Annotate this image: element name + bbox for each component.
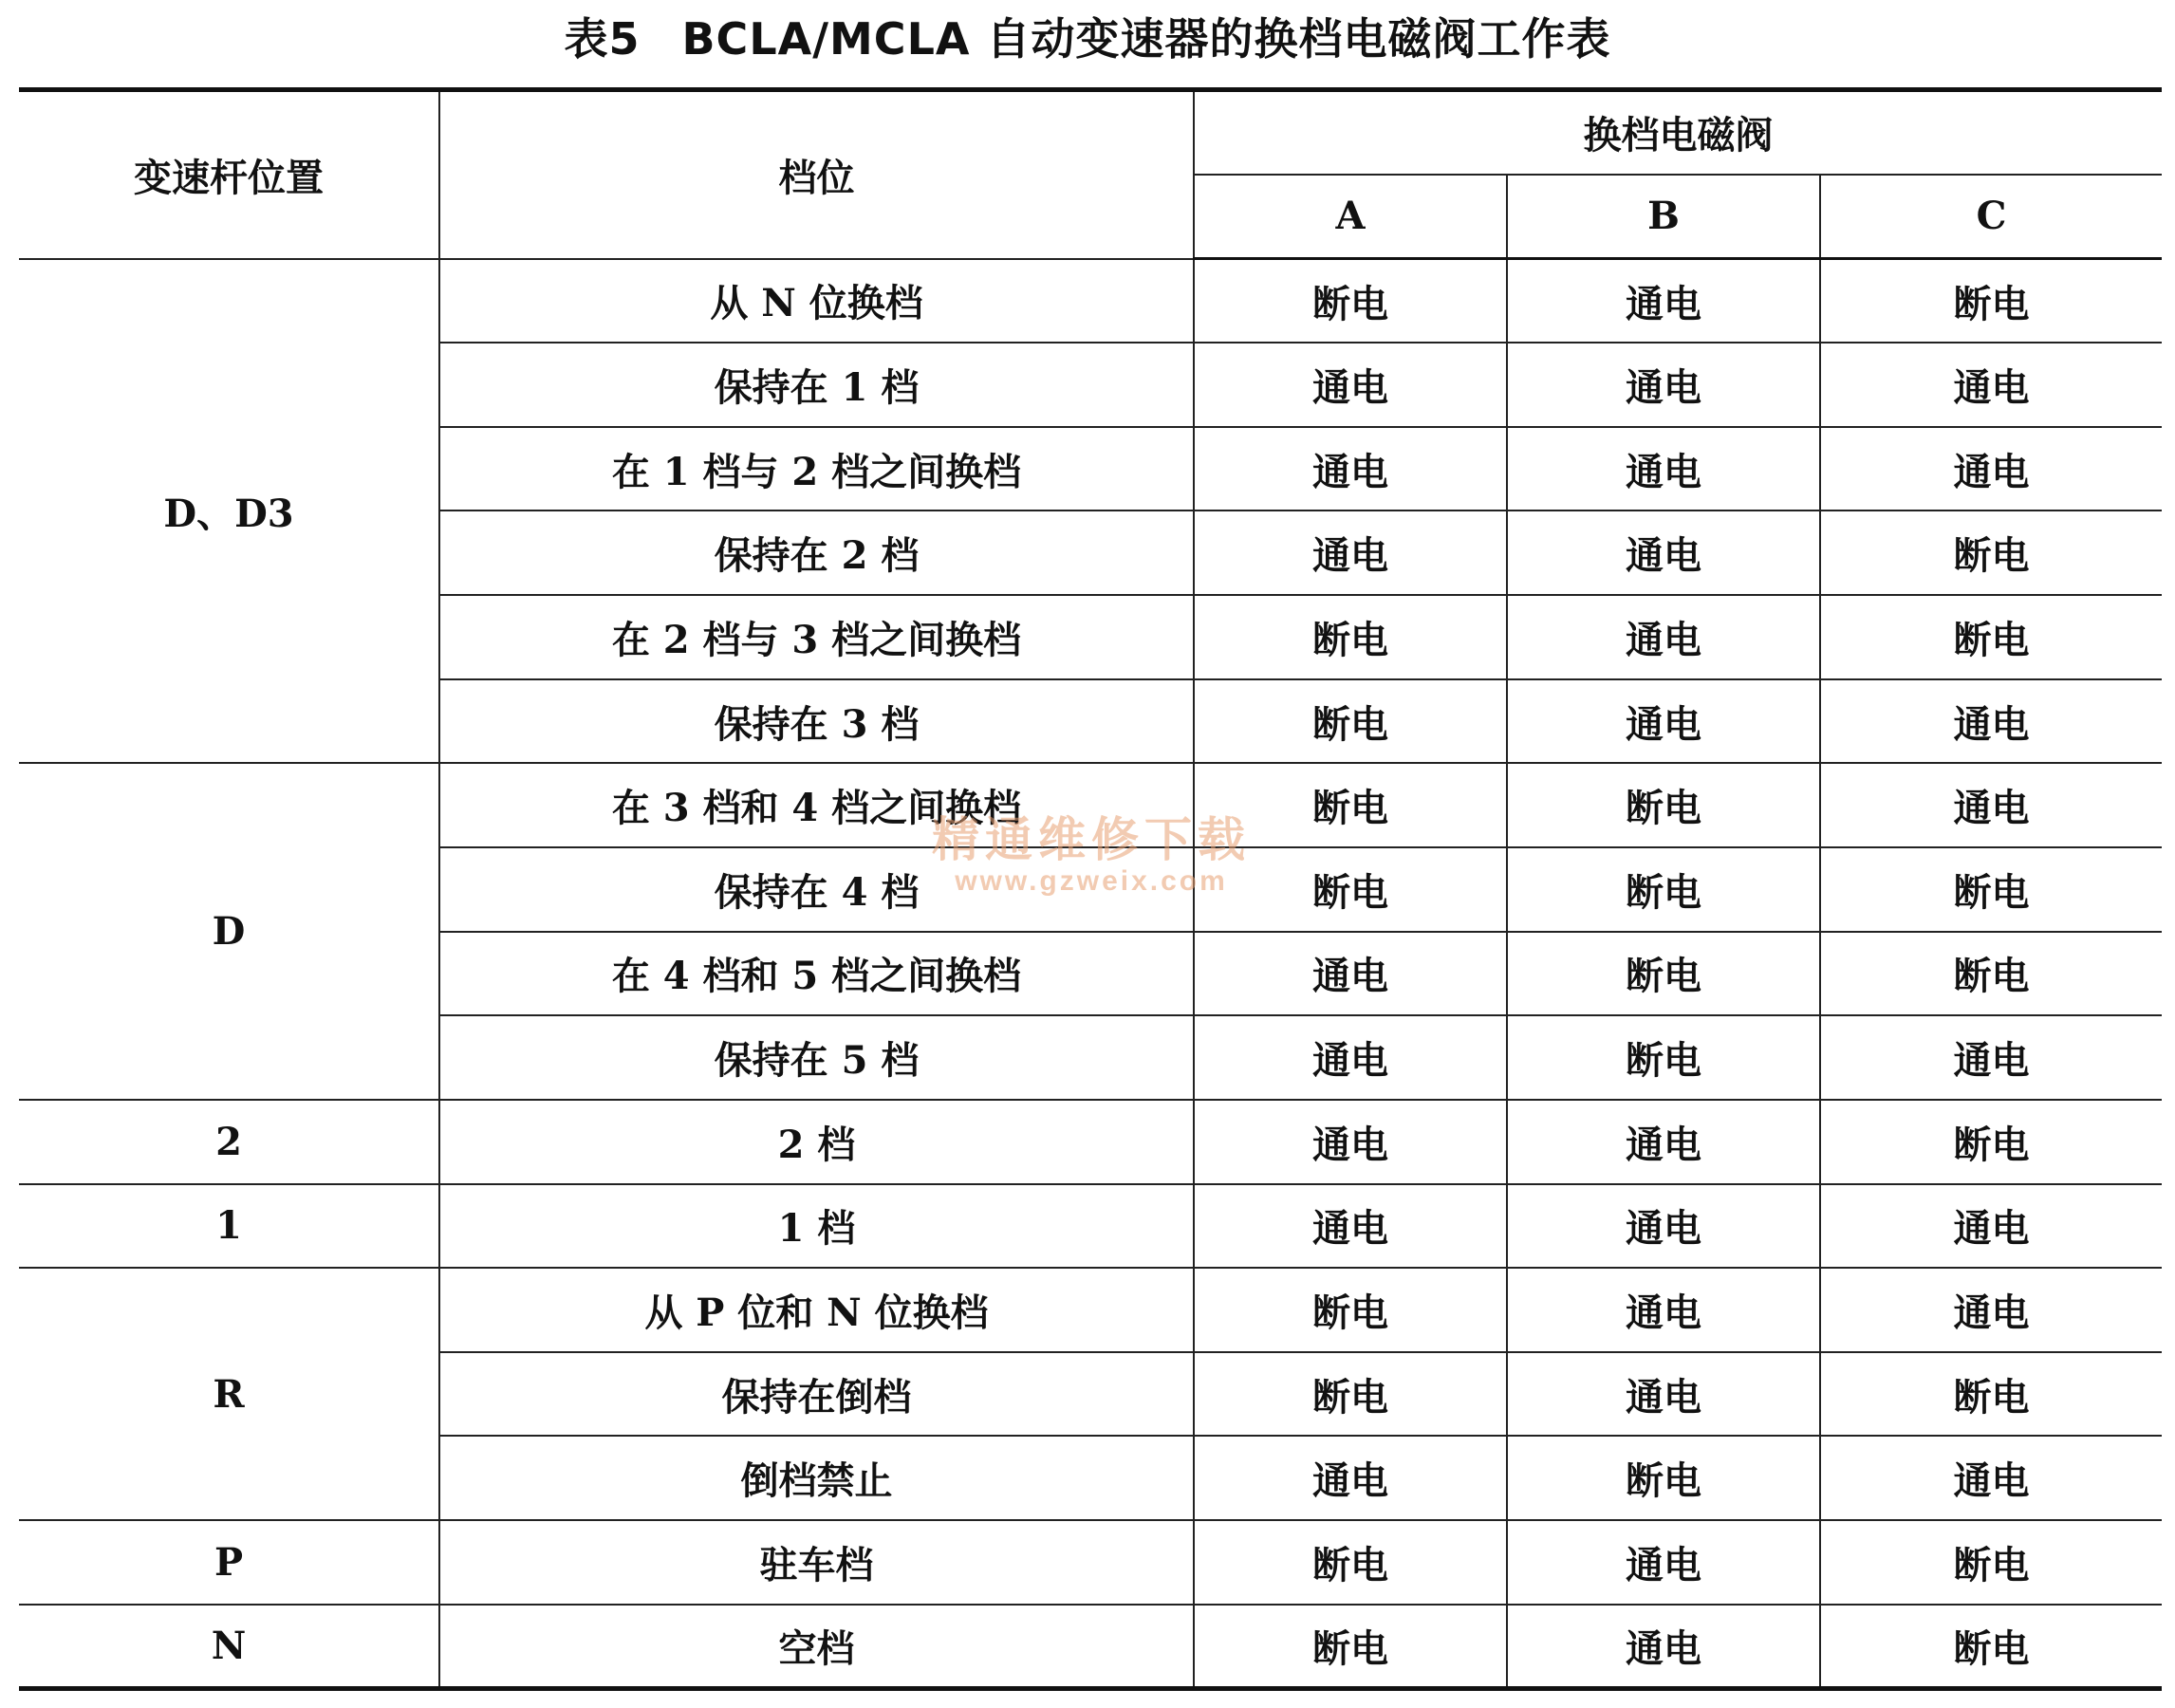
solenoid-b-cell: 通电 xyxy=(1507,259,1820,343)
header-lever-position: 变速杆位置 xyxy=(19,90,439,259)
solenoid-c-cell: 通电 xyxy=(1820,1184,2162,1269)
solenoid-c-cell: 断电 xyxy=(1820,1100,2162,1184)
lever-position-cell: D xyxy=(19,763,439,1100)
gear-cell: 在 1 档与 2 档之间换档 xyxy=(439,427,1194,511)
solenoid-b-cell: 通电 xyxy=(1507,595,1820,679)
gear-cell: 从 N 位换档 xyxy=(439,259,1194,343)
table-row xyxy=(19,1100,2162,1184)
solenoid-a-cell: 通电 xyxy=(1194,343,1507,427)
watermark-url: www.gzweix.com xyxy=(955,865,1228,897)
solenoid-b-cell: 断电 xyxy=(1507,847,1820,932)
lever-position-cell: P xyxy=(19,1520,439,1605)
gear-cell: 保持在 3 档 xyxy=(439,679,1194,764)
gear-cell: 1 档 xyxy=(439,1184,1194,1269)
solenoid-b-cell: 通电 xyxy=(1507,1268,1820,1352)
solenoid-c-cell: 断电 xyxy=(1820,511,2162,595)
solenoid-c-cell: 断电 xyxy=(1820,259,2162,343)
table-row xyxy=(19,763,2162,847)
header-shift-solenoid: 换档电磁阀 xyxy=(1194,90,2162,175)
solenoid-a-cell: 断电 xyxy=(1194,595,1507,679)
solenoid-a-cell: 通电 xyxy=(1194,932,1507,1016)
table-caption xyxy=(0,6,2175,72)
solenoid-b-cell: 通电 xyxy=(1507,343,1820,427)
gear-cell: 倒档禁止 xyxy=(439,1436,1194,1520)
gear-cell: 保持在 2 档 xyxy=(439,511,1194,595)
solenoid-a-cell: 通电 xyxy=(1194,1184,1507,1269)
gear-cell: 保持在倒档 xyxy=(439,1352,1194,1437)
solenoid-b-cell: 通电 xyxy=(1507,1520,1820,1605)
gear-cell: 从 P 位和 N 位换档 xyxy=(439,1268,1194,1352)
solenoid-a-cell: 断电 xyxy=(1194,763,1507,847)
solenoid-b-cell: 通电 xyxy=(1507,1184,1820,1269)
solenoid-b-cell: 通电 xyxy=(1507,679,1820,764)
solenoid-c-cell: 通电 xyxy=(1820,343,2162,427)
table-row xyxy=(19,259,2162,343)
table-row xyxy=(19,1605,2162,1689)
solenoid-a-cell: 断电 xyxy=(1194,1605,1507,1689)
solenoid-c-cell: 断电 xyxy=(1820,1520,2162,1605)
gear-cell: 驻车档 xyxy=(439,1520,1194,1605)
lever-position-cell: 2 xyxy=(19,1100,439,1184)
solenoid-a-cell: 通电 xyxy=(1194,1436,1507,1520)
solenoid-c-cell: 通电 xyxy=(1820,679,2162,764)
solenoid-c-cell: 通电 xyxy=(1820,763,2162,847)
table-row xyxy=(19,1520,2162,1605)
solenoid-b-cell: 通电 xyxy=(1507,427,1820,511)
solenoid-b-cell: 断电 xyxy=(1507,1015,1820,1100)
solenoid-a-cell: 断电 xyxy=(1194,1520,1507,1605)
solenoid-b-cell: 通电 xyxy=(1507,1605,1820,1689)
gear-cell: 空档 xyxy=(439,1605,1194,1689)
solenoid-b-cell: 通电 xyxy=(1507,511,1820,595)
watermark-text: 精通维修下载 xyxy=(932,812,1251,867)
solenoid-b-cell: 通电 xyxy=(1507,1352,1820,1437)
header-solenoid-a: A xyxy=(1194,175,1507,259)
gear-cell: 2 档 xyxy=(439,1100,1194,1184)
solenoid-a-cell: 通电 xyxy=(1194,511,1507,595)
header-solenoid-b: B xyxy=(1507,175,1820,259)
solenoid-c-cell: 断电 xyxy=(1820,595,2162,679)
solenoid-a-cell: 断电 xyxy=(1194,679,1507,764)
solenoid-c-cell: 断电 xyxy=(1820,1605,2162,1689)
solenoid-b-cell: 断电 xyxy=(1507,763,1820,847)
table-title: BCLA/MCLA 自动变速器的换档电磁阀工作表 xyxy=(681,13,1611,65)
solenoid-b-cell: 断电 xyxy=(1507,1436,1820,1520)
lever-position-cell: 1 xyxy=(19,1184,439,1269)
lever-position-cell: N xyxy=(19,1605,439,1689)
solenoid-a-cell: 断电 xyxy=(1194,847,1507,932)
header-gear: 档位 xyxy=(439,90,1194,259)
lever-position-cell: D、D3 xyxy=(19,259,439,764)
gear-cell: 在 2 档与 3 档之间换档 xyxy=(439,595,1194,679)
table-header xyxy=(19,90,2162,259)
lever-position-cell: R xyxy=(19,1268,439,1520)
header-solenoid-c: C xyxy=(1820,175,2162,259)
solenoid-c-cell: 断电 xyxy=(1820,1352,2162,1437)
gear-cell: 在 3 档和 4 档之间换档 xyxy=(439,763,1194,847)
solenoid-c-cell: 通电 xyxy=(1820,1015,2162,1100)
solenoid-c-cell: 通电 xyxy=(1820,1436,2162,1520)
solenoid-c-cell: 通电 xyxy=(1820,427,2162,511)
solenoid-table xyxy=(19,87,2162,1691)
solenoid-b-cell: 断电 xyxy=(1507,932,1820,1016)
table-row xyxy=(19,1268,2162,1352)
solenoid-a-cell: 断电 xyxy=(1194,1268,1507,1352)
table-number: 表5 xyxy=(564,13,641,65)
solenoid-a-cell: 通电 xyxy=(1194,1015,1507,1100)
table-row xyxy=(19,1184,2162,1269)
solenoid-a-cell: 断电 xyxy=(1194,259,1507,343)
gear-cell: 保持在 5 档 xyxy=(439,1015,1194,1100)
gear-cell: 在 4 档和 5 档之间换档 xyxy=(439,932,1194,1016)
gear-cell: 保持在 1 档 xyxy=(439,343,1194,427)
solenoid-c-cell: 断电 xyxy=(1820,932,2162,1016)
solenoid-a-cell: 通电 xyxy=(1194,427,1507,511)
solenoid-c-cell: 通电 xyxy=(1820,1268,2162,1352)
solenoid-a-cell: 通电 xyxy=(1194,1100,1507,1184)
solenoid-c-cell: 断电 xyxy=(1820,847,2162,932)
gear-cell: 保持在 4 档 xyxy=(439,847,1194,932)
solenoid-b-cell: 通电 xyxy=(1507,1100,1820,1184)
solenoid-a-cell: 断电 xyxy=(1194,1352,1507,1437)
table-body xyxy=(19,259,2162,1689)
